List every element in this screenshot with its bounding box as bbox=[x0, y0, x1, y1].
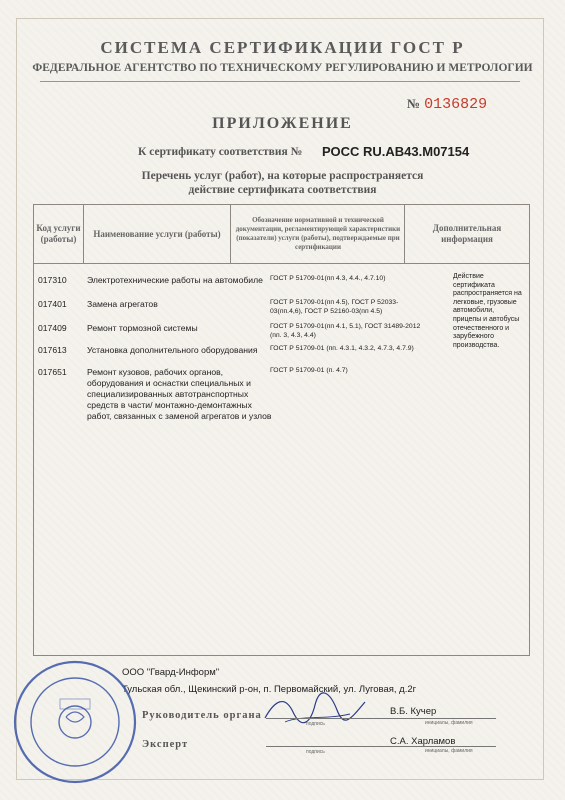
row-standard: ГОСТ Р 51709-01 (п. 4.7) bbox=[270, 367, 348, 374]
services-table bbox=[33, 204, 530, 656]
expert-name: С.А. Харламов bbox=[390, 736, 456, 747]
appendix-title: ПРИЛОЖЕНИЕ bbox=[212, 115, 353, 132]
number-sign: № bbox=[407, 96, 421, 111]
row-code: 017409 bbox=[38, 323, 67, 333]
cert-label: К сертификату соответствия № bbox=[138, 146, 303, 158]
row-name: Ремонт тормозной системы bbox=[87, 323, 198, 333]
name-line bbox=[386, 746, 496, 747]
row-code: 017613 bbox=[38, 345, 67, 355]
signature-caption: подпись bbox=[306, 749, 325, 755]
head-name: В.Б. Кучер bbox=[390, 706, 437, 717]
list-heading-line1: Перечень услуг (работ), на которые распространяется bbox=[141, 170, 424, 182]
organization-address: Тульская обл., Щекинский р-он, п. Первомайский, ул. Луговая, д.2г bbox=[122, 684, 417, 695]
row-name: Замена агрегатов bbox=[87, 299, 158, 309]
column-divider bbox=[230, 205, 231, 263]
name-line bbox=[386, 718, 496, 719]
header-extra: Дополнительная информация bbox=[432, 223, 502, 244]
header-standard: Обозначение нормативной и технической документации, регламентирующей характеристики (показатели) услуги (работы), подтверждаемые при сертификации bbox=[235, 216, 401, 251]
system-title: СИСТЕМА СЕРТИФИКАЦИИ ГОСТ Р bbox=[100, 38, 465, 57]
signature-line bbox=[266, 718, 386, 719]
form-number bbox=[407, 96, 487, 113]
row-code: 017401 bbox=[38, 299, 67, 309]
header-name: Наименование услуги (работы) bbox=[93, 228, 221, 239]
row-name: Установка дополнительного оборудования bbox=[87, 345, 258, 355]
row-standard: ГОСТ Р 51709-01(пп 4.3, 4.4., 4.7.10) bbox=[270, 275, 386, 282]
column-divider bbox=[404, 205, 405, 263]
row-name: Ремонт кузовов, рабочих органов, оборудования и оснастки специальных и специализированных автотранспортных средств в части/ монтажно-демонтажных работ, связанных с заменой агрегатов и узлов bbox=[87, 367, 272, 421]
row-code: 017651 bbox=[38, 367, 67, 377]
row-standard: ГОСТ Р 51709-01 (пп. 4.3.1, 4.3.2, 4.7.3, 4.7.9) bbox=[270, 345, 414, 352]
extra-info: Действие сертификата распространяется на легковые, грузовые автомобили, прицепы и автобусы отечественного и зарубежного производства. bbox=[453, 273, 522, 349]
divider bbox=[40, 81, 520, 82]
expert-label: Эксперт bbox=[142, 739, 189, 750]
name-caption: инициалы, фамилия bbox=[425, 748, 473, 754]
agency-title: ФЕДЕРАЛЬНОЕ АГЕНТСТВО ПО ТЕХНИЧЕСКОМУ РЕГУЛИРОВАНИЮ И МЕТРОЛОГИИ bbox=[32, 62, 533, 74]
row-standard: ГОСТ Р 51709-01(пп 4.5), ГОСТ Р 52033-03(пп.4,6), ГОСТ Р 52160-03(пп 4.5) bbox=[270, 299, 399, 315]
organization-name: ООО "Гвард-Информ" bbox=[122, 667, 220, 678]
table-header bbox=[34, 205, 529, 264]
list-heading-line2: действие сертификата соответствия bbox=[188, 184, 377, 196]
signature-caption: подпись bbox=[306, 721, 325, 727]
row-name: Электротехнические работы на автомобиле bbox=[87, 275, 263, 285]
row-code: 017310 bbox=[38, 275, 67, 285]
head-label: Руководитель органа bbox=[142, 710, 262, 721]
stamp-seal bbox=[8, 655, 143, 790]
cert-number: РОСС RU.АВ43.М07154 bbox=[322, 144, 470, 159]
name-caption: инициалы, фамилия bbox=[425, 720, 473, 726]
row-standard: ГОСТ Р 51709-01(пп 4.1, 5.1), ГОСТ 31489-2012 (пп. 3, 4.3, 4.4) bbox=[270, 323, 421, 339]
signature-line bbox=[266, 746, 386, 747]
header-code: Код услуги (работы) bbox=[36, 223, 81, 244]
number-value: 0136829 bbox=[424, 96, 488, 113]
